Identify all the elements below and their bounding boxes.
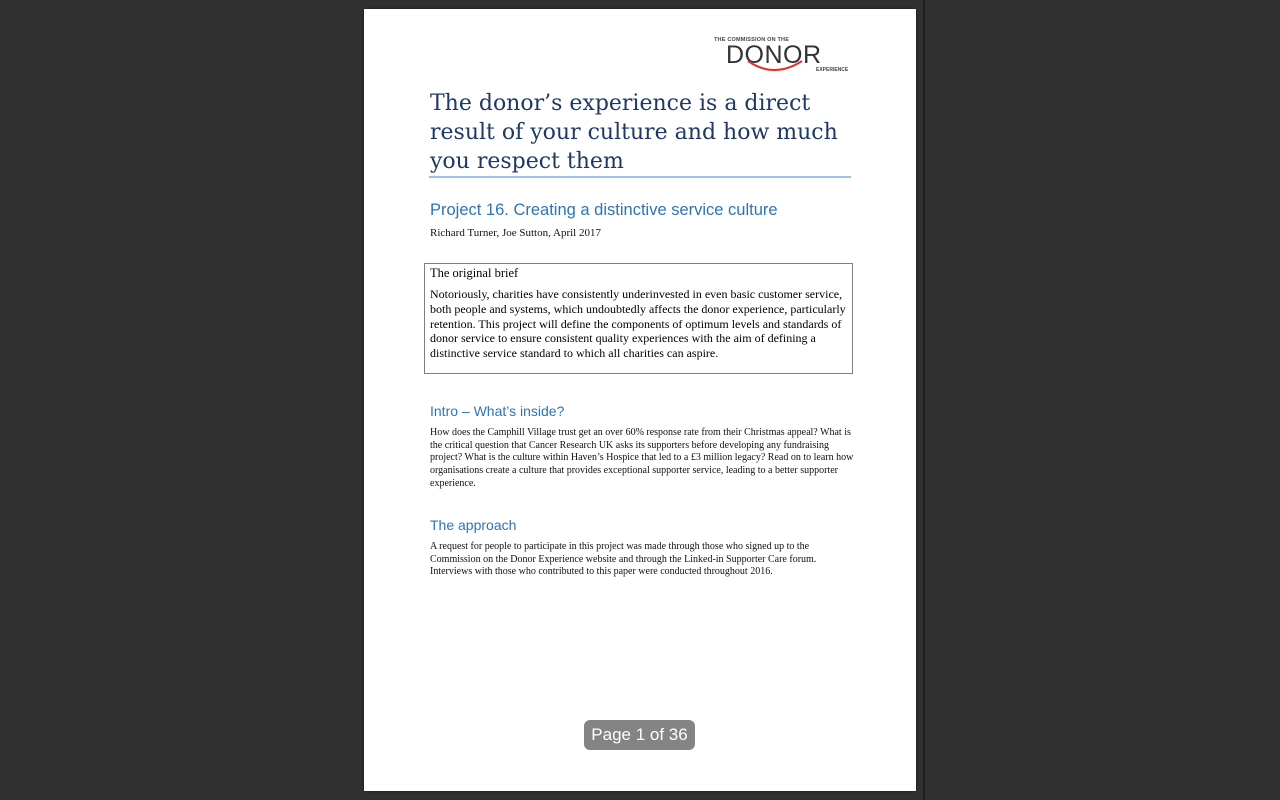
original-brief-box (424, 263, 853, 374)
section-text-approach: A request for people to participate in this project was made through those who signed up to the Commission on the Donor Experience website and through the Linked-in Supporter Care forum. Interviews with those who contributed to this paper were conducted throughout 2016. (430, 541, 817, 578)
headline-underline (429, 176, 851, 178)
section-heading-intro: Intro – What’s inside? (430, 403, 565, 419)
commission-logo (714, 37, 849, 87)
page-indicator: Page 1 of 36 (584, 720, 695, 750)
authors-line: Richard Turner, Joe Sutton, April 2017 (430, 227, 601, 239)
logo-smile-icon (744, 57, 814, 77)
section-heading-approach: The approach (430, 517, 517, 533)
logo-bottom-text: EXPERIENCE (816, 67, 849, 73)
brief-text: Notoriously, charities have consistently underinvested in even basic customer service, both people and systems, which undoubtedly affects the donor experience, particularly retention. This project will define the components of optimum levels and standards of donor service to ensure consistent quality experiences with the aim of defining a distinctive service standard to which all charities can aspire. (430, 287, 846, 361)
document-page (364, 9, 916, 791)
brief-title: The original brief (430, 266, 519, 280)
viewer-divider (923, 0, 925, 800)
logo-top-text: THE COMMISSION ON THE (714, 37, 790, 43)
project-title: Project 16. Creating a distinctive service culture (430, 201, 778, 219)
section-text-intro: How does the Camphill Village trust get an over 60% response rate from their Christmas appeal? What is the critical question that Cancer Research UK asks its supporters before developing any fundraising project? What is the culture within Haven’s Hospice that led to a £3 million legacy? Read on to learn how organisations create a culture that provides exceptional supporter service, leading to a better supporter experience. (430, 427, 854, 489)
document-headline: The donor’s experience is a direct result of your culture and how much you respect them (430, 91, 838, 174)
logo-main-text: DONOR (726, 41, 822, 69)
